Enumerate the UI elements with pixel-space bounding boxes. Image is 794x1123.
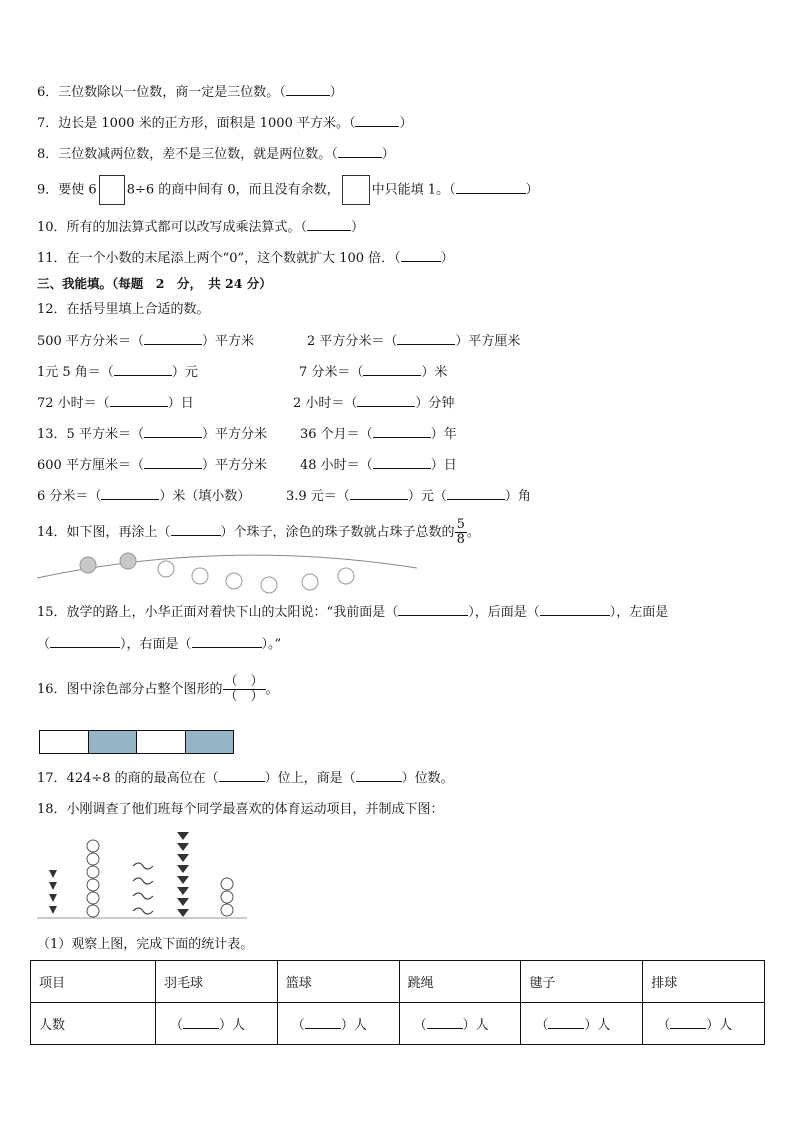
table-header: 羽毛球 (156, 961, 278, 1003)
table-header: 排球 (643, 961, 765, 1003)
conversion-item: 7 分米＝（ ）米 (299, 365, 448, 380)
conversion-item: 500 平方分米＝（ ）平方米 (37, 334, 254, 349)
question-12-title: 12．在括号里填上合适的数。 (37, 302, 210, 317)
bead-shaded (120, 553, 136, 569)
question-6: 6．三位数除以一位数，商一定是三位数。（ ） (37, 85, 343, 100)
answer-blank[interactable] (144, 426, 202, 438)
answer-blank[interactable] (144, 333, 202, 345)
count-cell[interactable]: （ ）人 (643, 1003, 765, 1045)
table-row (31, 1003, 765, 1045)
question-9: 9．要使 6 8÷6 的商中间有 0，而且没有余数， 中只能填 1。（ ） (37, 175, 539, 206)
fraction-blank[interactable]: $\frac{( )}{( )}$ (224, 674, 264, 704)
answer-blank[interactable] (286, 84, 330, 96)
answer-blank[interactable] (373, 426, 431, 438)
answer-blank[interactable] (144, 457, 202, 469)
answer-blank[interactable] (192, 636, 262, 648)
conversion-item: 3.9 元＝（ ）元（ ）角 (286, 489, 531, 504)
question-8: 8．三位数减两位数，差不是三位数，就是两位数。（ ） (37, 147, 395, 162)
section-heading: 三、我能填。（每题 2 分， 共 24 分） (37, 276, 272, 291)
bead-empty (226, 573, 242, 589)
answer-blank[interactable] (219, 770, 265, 782)
conversion-item: 600 平方厘米＝（ ）平方分米 (37, 458, 267, 473)
question-14: 14．如下图，再涂上（ ）个珠子，涂色的珠子数就占珠子总数的 $\frac{5}{8}$ 。 (37, 517, 480, 547)
answer-blank[interactable] (456, 182, 526, 194)
bead-empty (158, 561, 174, 577)
bead-empty (338, 568, 354, 584)
row-label: 人数 (31, 1003, 156, 1045)
shuttlecock-column (49, 870, 57, 914)
table-header-row (31, 961, 765, 1003)
conversion-item: 13．5 平方米＝（ ）平方分米 (37, 427, 267, 442)
count-cell[interactable]: （ ）人 (399, 1003, 521, 1045)
statistics-table (30, 960, 765, 1045)
question-11: 11．在一个小数的末尾添上两个“0”，这个数就扩大 100 倍．（ ） (37, 251, 454, 266)
basketball-column (87, 840, 99, 917)
question-18: 18．小刚调查了他们班每个同学最喜欢的体育运动项目，并制成下图： (37, 802, 444, 817)
conversion-item: 72 小时＝（ ）日 (37, 396, 194, 411)
answer-blank[interactable] (110, 395, 168, 407)
answer-blank[interactable] (373, 457, 431, 469)
count-cell[interactable]: （ ）人 (277, 1003, 399, 1045)
conversion-item: 2 平方分米＝（ ）平方厘米 (307, 334, 521, 349)
answer-blank[interactable] (114, 364, 172, 376)
jianzi-column (177, 832, 189, 917)
table-header: 毽子 (521, 961, 643, 1003)
jump-rope-column (133, 863, 153, 914)
shaded-bar-figure (39, 730, 234, 754)
bar-segment-shaded (89, 731, 138, 753)
table-header: 项目 (31, 961, 156, 1003)
beads-illustration (35, 548, 420, 598)
conversion-item: 36 个月＝（ ）年 (300, 427, 457, 442)
bar-segment-shaded (186, 731, 234, 753)
bead-empty (192, 568, 208, 584)
question-10: 10．所有的加法算式都可以改写成乘法算式。（ ） (37, 220, 365, 235)
answer-blank[interactable] (101, 488, 159, 500)
digit-box[interactable] (99, 175, 125, 205)
table-header: 篮球 (277, 961, 399, 1003)
conversion-item: 6 分米＝（ ）米（填小数） (37, 489, 251, 504)
answer-blank[interactable] (398, 604, 468, 616)
conversion-item: 1元 5 角＝（ ）元 (37, 365, 198, 380)
answer-blank[interactable] (397, 333, 455, 345)
bead-empty (302, 574, 318, 590)
answer-blank[interactable] (540, 604, 610, 616)
answer-blank[interactable] (307, 219, 351, 231)
answer-blank[interactable] (363, 364, 421, 376)
question-17: 17．424÷8 的商的最高位在（ ）位上，商是（ ）位数。 (37, 771, 454, 786)
question-15-line1: 15．放学的路上，小华正面对着快下山的太阳说：“我前面是（ ），后面是（ ），左面是 (37, 605, 669, 620)
answer-blank[interactable] (338, 146, 382, 158)
conversion-item: 2 小时＝（ ）分钟 (293, 396, 455, 411)
bead-shaded (80, 557, 96, 573)
volleyball-column (221, 878, 233, 916)
answer-blank[interactable] (355, 115, 399, 127)
digit-box[interactable] (342, 175, 370, 205)
answer-blank[interactable] (350, 488, 408, 500)
question-15-line2: （ ），右面是（ ）。” (37, 637, 282, 652)
question-16: 16．图中涂色部分占整个图形的 $\frac{( )}{( )}$ 。 (37, 674, 279, 704)
count-cell[interactable]: （ ）人 (156, 1003, 278, 1045)
bead-empty (261, 577, 277, 593)
question-18-subtitle: （1）观察上图，完成下面的统计表。 (37, 937, 254, 952)
bar-segment-empty (40, 731, 89, 753)
conversion-item: 48 小时＝（ ）日 (300, 458, 457, 473)
answer-blank[interactable] (356, 770, 402, 782)
answer-blank[interactable] (50, 636, 120, 648)
fraction: $\frac{5}{8}$ (456, 517, 465, 547)
answer-blank[interactable] (171, 524, 221, 536)
table-header: 跳绳 (399, 961, 521, 1003)
answer-blank[interactable] (357, 395, 415, 407)
answer-blank[interactable] (447, 488, 505, 500)
count-cell[interactable]: （ ）人 (521, 1003, 643, 1045)
bar-segment-empty (137, 731, 186, 753)
answer-blank[interactable] (401, 250, 441, 262)
question-7: 7．边长是 1000 米的正方形，面积是 1000 平方米。（ ） (37, 116, 413, 131)
sports-pictograph (35, 826, 250, 922)
